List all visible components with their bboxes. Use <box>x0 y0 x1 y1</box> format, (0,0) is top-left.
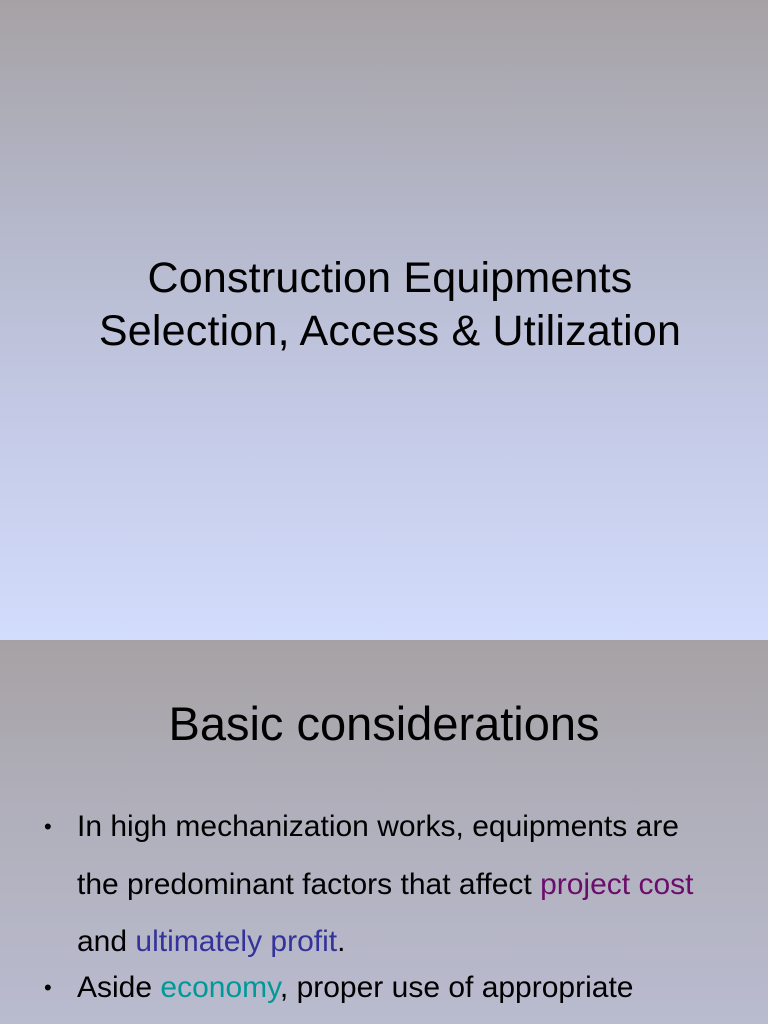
slide-2-title: Basic considerations <box>168 697 600 750</box>
bullet-2-text-start: Aside <box>77 970 161 1004</box>
slide-1-title-line-1: Construction Equipments <box>147 254 633 302</box>
bullet-2-line-1 <box>77 959 748 1017</box>
ultimately-profit-highlight: ultimately profit <box>135 925 338 958</box>
slide-2 <box>0 640 768 1024</box>
project-cost-highlight: project cost <box>540 867 694 901</box>
slide-1-title-line-2: Selection, Access & Utilization <box>98 307 682 355</box>
economy-highlight: economy <box>160 970 280 1004</box>
bullet-1-text-and: and <box>77 925 136 958</box>
bullet-point-icon: • <box>44 814 52 839</box>
bullet-1-line-1: In high mechanization works, equipments are <box>77 810 679 843</box>
bullet-1-period: . <box>337 925 346 958</box>
bullet-list <box>0 810 768 1016</box>
bullet-point-icon: • <box>44 974 52 1000</box>
bullet-2-text-end: , proper use of appropriate <box>279 970 634 1004</box>
bullet-item-1 <box>0 798 768 971</box>
bullet-1-line-2 <box>77 856 748 914</box>
bullet-item-2 <box>0 959 768 1017</box>
bullet-1-text: the predominant factors that affect <box>77 867 541 901</box>
